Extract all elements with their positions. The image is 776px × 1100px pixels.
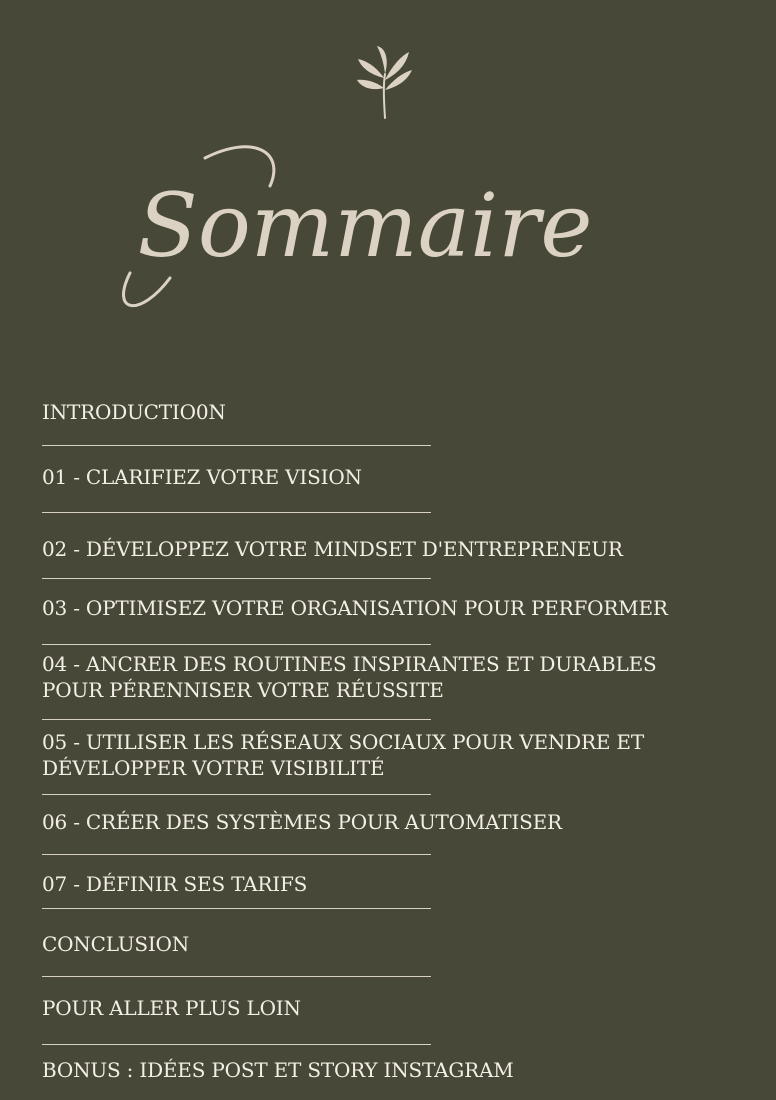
toc-item-05[interactable]: 05 - UTILISER LES RÉSEAUX SOCIAUX POUR VENDRE ET DÉVELOPPER VOTRE VISIBILITÉ (42, 730, 644, 780)
toc-item-06[interactable]: 06 - CRÉER DES SYSTÈMES POUR AUTOMATISER (42, 810, 562, 834)
toc-item-conclusion[interactable]: CONCLUSION (42, 932, 190, 956)
toc-item-04[interactable]: 04 - ANCRER DES ROUTINES INSPIRANTES ET DURABLES POUR PÉRENNISER VOTRE RÉUSSITE (42, 652, 657, 702)
toc-item-pour-aller-plus-loin[interactable]: POUR ALLER PLUS LOIN (42, 996, 301, 1020)
toc-item-03[interactable]: 03 - OPTIMISEZ VOTRE ORGANISATION POUR PERFORMER (42, 596, 668, 620)
toc-item-07[interactable]: 07 - DÉFINIR SES TARIFS (42, 872, 308, 896)
sprig-icon (354, 38, 418, 120)
toc-divider (42, 794, 431, 795)
toc-item-02[interactable]: 02 - DÉVELOPPEZ VOTRE MINDSET D'ENTREPRENEUR (42, 537, 623, 561)
toc-divider (42, 512, 431, 513)
toc-divider (42, 854, 431, 855)
toc-divider (42, 976, 431, 977)
sommaire-title (110, 128, 620, 328)
toc-divider (42, 1044, 431, 1045)
toc-divider (42, 644, 431, 645)
sommaire-title-text: Sommaire (137, 174, 593, 277)
toc-item-01[interactable]: 01 - CLARIFIEZ VOTRE VISION (42, 465, 362, 489)
toc-item-introduction[interactable]: INTRODUCTIO0N (42, 400, 226, 424)
toc-divider (42, 578, 431, 579)
toc-item-bonus[interactable]: BONUS : IDÉES POST ET STORY INSTAGRAM (42, 1058, 514, 1082)
toc-divider (42, 908, 431, 909)
toc-divider (42, 719, 431, 720)
toc-divider (42, 445, 431, 446)
